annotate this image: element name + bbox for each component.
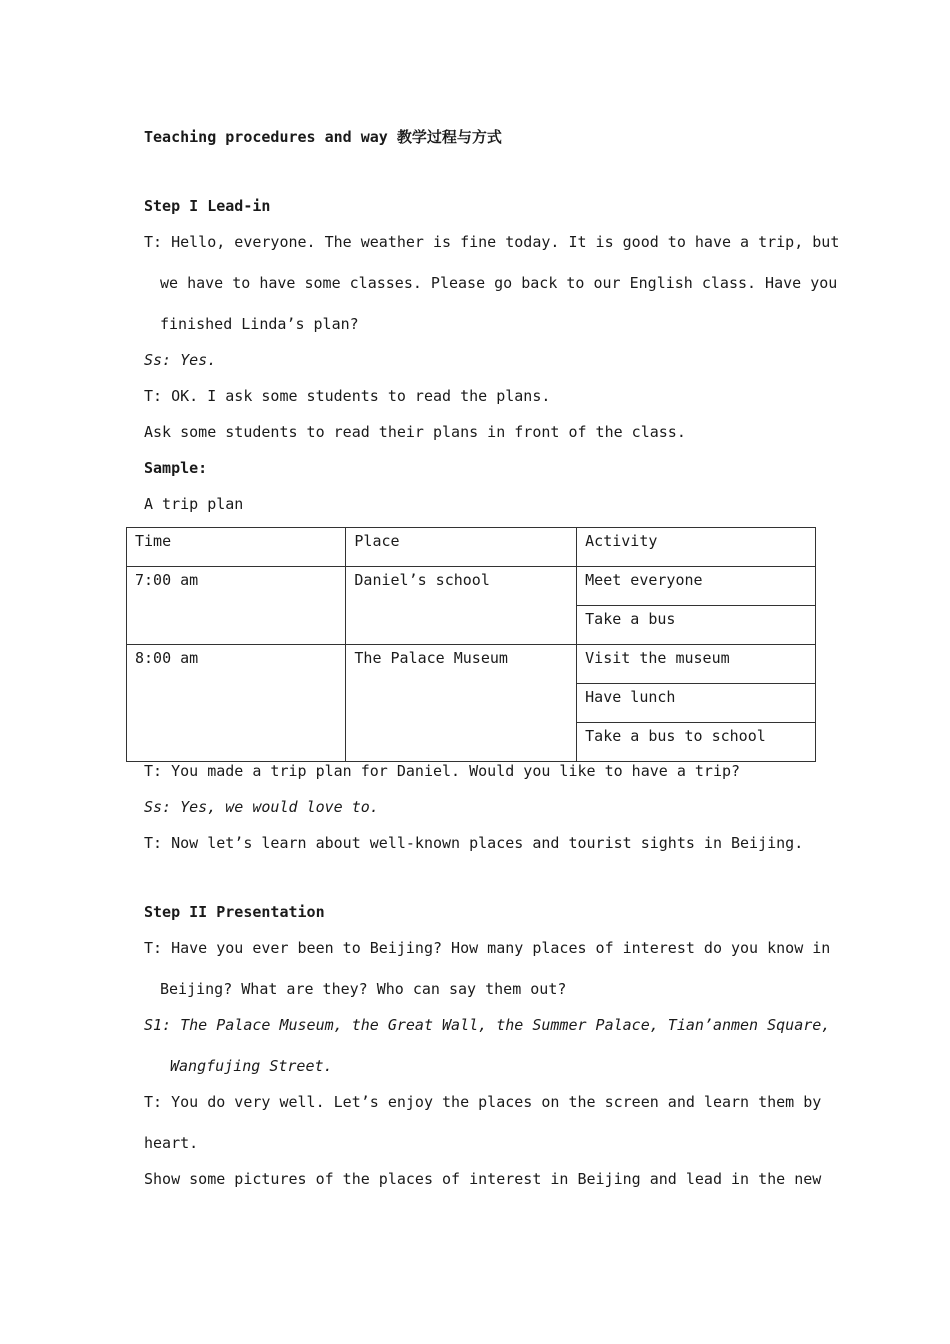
instruction-line: Ask some students to read their plans in front of the class. — [144, 423, 686, 441]
activity-cell: Meet everyone — [577, 567, 816, 606]
teacher-line-continued: Beijing? What are they? Who can say them out? — [160, 980, 567, 998]
table-header-row — [127, 528, 816, 567]
student1-line: S1: The Palace Museum, the Great Wall, the Summer Palace, Tian’anmen Square, — [144, 1016, 831, 1034]
activity-cell: Visit the museum — [577, 645, 816, 684]
time-cell: 8:00 am — [127, 645, 346, 762]
document-title: Teaching procedures and way 教学过程与方式 — [144, 128, 502, 146]
sample-label: Sample: — [144, 459, 208, 477]
activity-cell: Have lunch — [577, 684, 816, 723]
activity-cell: Take a bus — [577, 606, 816, 645]
table-row — [127, 645, 816, 684]
step2-heading: Step II Presentation — [144, 903, 325, 921]
teacher-line: T: You do very well. Let’s enjoy the places on the screen and learn them by — [144, 1093, 822, 1111]
teacher-line: T: OK. I ask some students to read the plans. — [144, 387, 551, 405]
step1-heading: Step I Lead-in — [144, 197, 271, 215]
table-header-cell: Time — [127, 528, 346, 567]
table-header-cell: Activity — [577, 528, 816, 567]
students-line: Ss: Yes, we would love to. — [144, 798, 379, 816]
time-cell: 7:00 am — [127, 567, 346, 645]
table-header-cell: Place — [346, 528, 577, 567]
table-row — [127, 567, 816, 606]
teacher-line-continued: finished Linda’s plan? — [160, 315, 359, 333]
teacher-line-continued: heart. — [144, 1134, 199, 1152]
activity-cell: Take a bus to school — [577, 723, 816, 762]
plan-title: A trip plan — [144, 495, 244, 513]
instruction-line: Show some pictures of the places of interest in Beijing and lead in the new — [144, 1170, 822, 1188]
students-line: Ss: Yes. — [144, 351, 217, 369]
teacher-line-continued: we have to have some classes. Please go back to our English class. Have you — [160, 274, 838, 292]
teacher-line: T: Now let’s learn about well-known places and tourist sights in Beijing. — [144, 834, 804, 852]
student1-line-continued: Wangfujing Street. — [170, 1057, 333, 1075]
place-cell: The Palace Museum — [346, 645, 577, 762]
place-cell: Daniel’s school — [346, 567, 577, 645]
teacher-line: T: You made a trip plan for Daniel. Would you like to have a trip? — [144, 762, 741, 780]
teacher-line: T: Have you ever been to Beijing? How many places of interest do you know in — [144, 939, 831, 957]
teacher-line: T: Hello, everyone. The weather is fine today. It is good to have a trip, but — [144, 233, 840, 251]
trip-plan-table — [126, 527, 816, 762]
